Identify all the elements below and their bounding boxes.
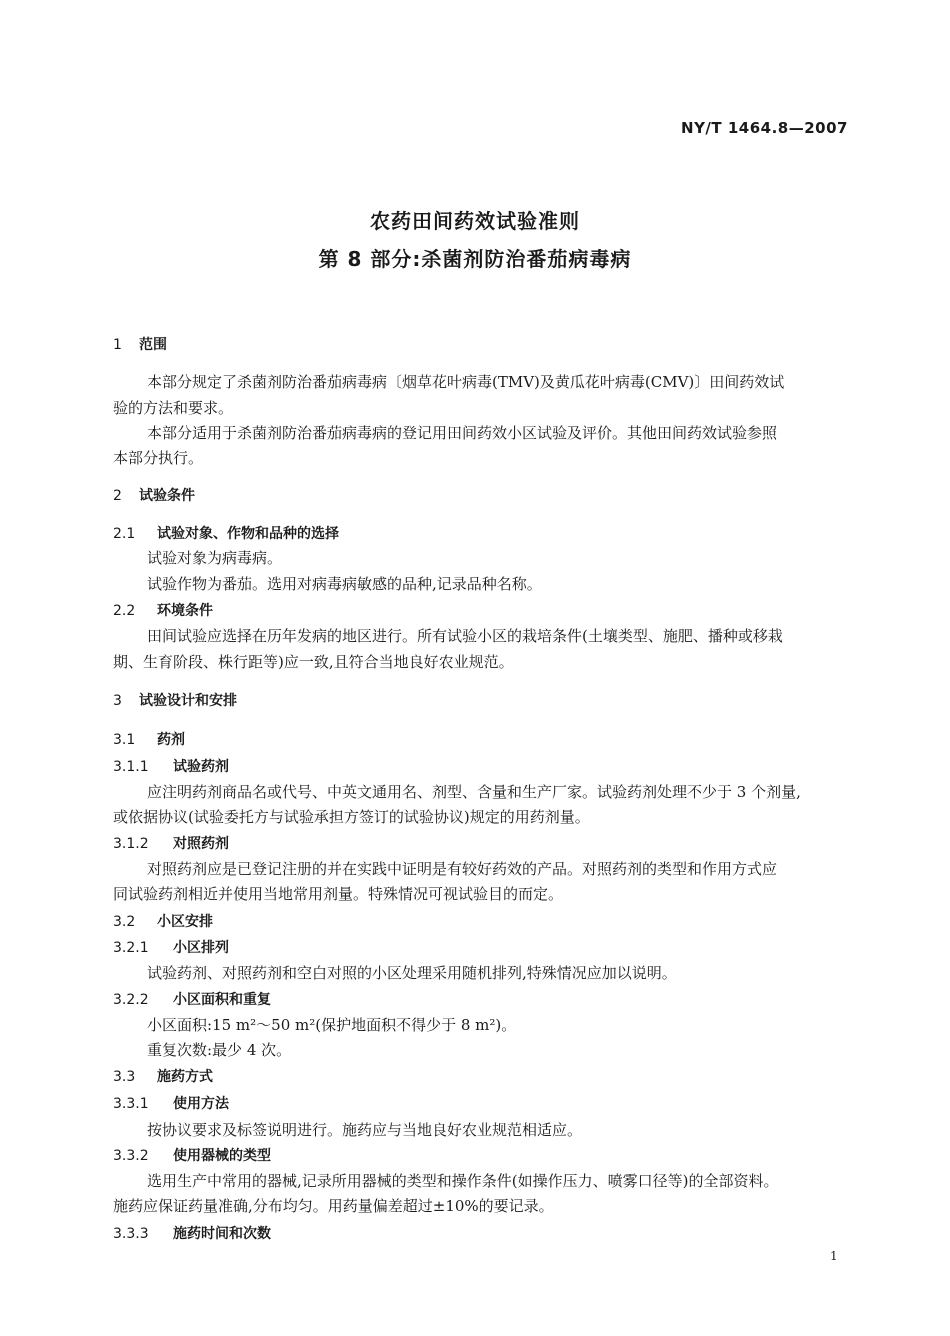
paragraph: 验的方法和要求。 [113,399,234,417]
paragraph: 本部分适用于杀菌剂防治番茄病毒病的登记用田间药效小区试验及评价。其他田间药效试验参照 [147,424,778,442]
section-number: 3.1.1 [113,759,149,775]
paragraph: 或依据协议(试验委托方与试验承担方签订的试验协议)规定的用药剂量。 [113,808,590,826]
section-title: 使用器械的类型 [173,1148,271,1164]
paragraph: 选用生产中常用的器械,记录所用器械的类型和操作条件(如操作压力、喷雾口径等)的全部资料。 [147,1172,779,1190]
section-number: 2 [113,488,122,504]
paragraph: 试验对象为病毒病。 [147,549,283,567]
section-number: 3.1 [113,732,136,748]
section-number: 2.1 [113,526,136,542]
section-number: 1 [113,337,122,353]
doc-title: 农药田间药效试验准则 [370,209,580,233]
section-3-2-2-heading [113,989,271,1009]
section-title: 使用方法 [173,1096,229,1112]
section-number: 3.3.1 [113,1096,149,1112]
section-3-3-1-heading [113,1093,229,1113]
section-3-heading [113,690,237,710]
standard-code: NY/T 1464.8—2007 [681,119,848,137]
section-3-3-heading [113,1066,213,1086]
paragraph: 田间试验应选择在历年发病的地区进行。所有试验小区的栽培条件(土壤类型、施肥、播种或移栽 [147,627,783,645]
section-2-2-heading [113,600,213,620]
section-3-1-2-heading [113,833,229,853]
section-2-heading [113,485,195,505]
doc-subtitle: 第 8 部分:杀菌剂防治番茄病毒病 [318,247,632,271]
section-3-1-1-heading [113,756,229,776]
section-3-2-heading [113,911,213,931]
paragraph: 试验作物为番茄。选用对病毒病敏感的品种,记录品种名称。 [147,575,542,593]
paragraph: 重复次数:最少 4 次。 [147,1041,292,1059]
section-number: 3.3 [113,1069,136,1085]
section-number: 3.1.2 [113,836,149,852]
section-1-heading [113,334,167,354]
section-3-1-heading [113,729,185,749]
section-title: 施药时间和次数 [173,1226,271,1242]
section-title: 试验设计和安排 [139,693,237,709]
section-number: 3 [113,693,122,709]
paragraph: 本部分规定了杀菌剂防治番茄病毒病〔烟草花叶病毒(TMV)及黄瓜花叶病毒(CMV)〕田间药效试 [147,373,785,391]
section-title: 环境条件 [157,603,213,619]
section-3-2-1-heading [113,937,229,957]
paragraph: 应注明药剂商品名或代号、中英文通用名、剂型、含量和生产厂家。试验药剂处理不少于 3 个剂量, [147,783,801,801]
section-title: 试验药剂 [173,759,229,775]
paragraph: 对照药剂应是已登记注册的并在实践中证明是有较好药效的产品。对照药剂的类型和作用方式应 [147,860,778,878]
section-number: 3.3.2 [113,1148,149,1164]
section-3-3-3-heading [113,1223,271,1243]
section-title: 药剂 [157,732,185,748]
paragraph: 同试验药剂相近并使用当地常用剂量。特殊情况可视试验目的而定。 [113,885,564,903]
section-number: 3.2.1 [113,940,149,956]
section-number: 3.2.2 [113,992,149,1008]
paragraph: 施药应保证药量准确,分布均匀。用药量偏差超过±10%的要记录。 [113,1197,554,1215]
section-title: 小区安排 [157,914,213,930]
section-title: 范围 [139,337,167,353]
section-number: 3.2 [113,914,136,930]
section-title: 对照药剂 [173,836,229,852]
section-title: 小区排列 [173,940,229,956]
paragraph: 本部分执行。 [113,449,204,467]
paragraph: 试验药剂、对照药剂和空白对照的小区处理采用随机排列,特殊情况应加以说明。 [147,964,677,982]
page-number: 1 [830,1249,838,1263]
paragraph: 期、生育阶段、株行距等)应一致,且符合当地良好农业规范。 [113,653,514,671]
paragraph: 按协议要求及标签说明进行。施药应与当地良好农业规范相适应。 [147,1121,583,1139]
section-title: 小区面积和重复 [173,992,271,1008]
section-title: 试验对象、作物和品种的选择 [157,526,339,542]
section-2-1-heading [113,523,339,543]
section-number: 3.3.3 [113,1226,149,1242]
section-number: 2.2 [113,603,136,619]
paragraph: 小区面积:15 m²～50 m²(保护地面积不得少于 8 m²)。 [147,1016,517,1034]
section-title: 试验条件 [139,488,195,504]
section-3-3-2-heading [113,1145,271,1165]
section-title: 施药方式 [157,1069,213,1085]
